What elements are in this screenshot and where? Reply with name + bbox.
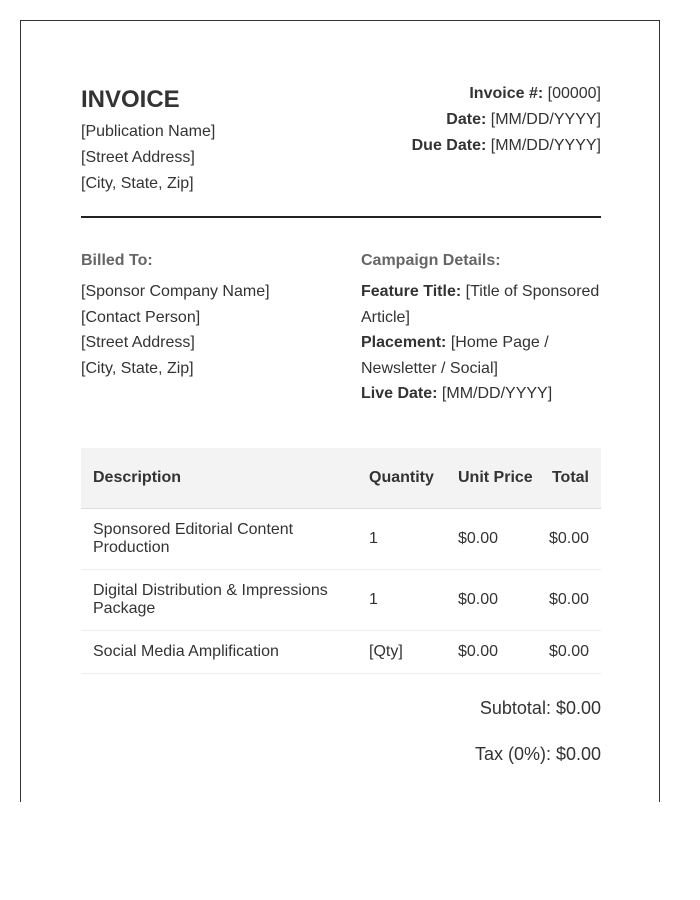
live-date-value: [MM/DD/YYYY] [437, 385, 553, 402]
invoice-content [81, 21, 601, 764]
header-divider [81, 216, 601, 218]
live-date [361, 381, 601, 407]
table-row [81, 631, 601, 674]
invoice-due-date-label: Due Date: [411, 137, 487, 154]
row-total: $0.00 [537, 509, 601, 570]
placement-value: [Home Page / Newsletter / Social] [361, 334, 549, 377]
invoice-title: INVOICE [81, 86, 180, 113]
campaign-details-lines [361, 279, 601, 407]
invoice-due-date-value: [MM/DD/YYYY] [486, 137, 601, 154]
live-date-label: Live Date: [361, 385, 438, 402]
billed-to-city: [City, State, Zip] [81, 359, 194, 377]
invoice-page [20, 20, 660, 802]
campaign-details-section [361, 249, 601, 407]
invoice-date [412, 107, 601, 133]
column-header-description: Description [81, 448, 357, 509]
invoice-number-value: [00000] [543, 85, 601, 102]
publication-name: [Publication Name] [81, 123, 216, 140]
table-header-row [81, 448, 601, 509]
feature-title-label: Feature Title: [361, 283, 462, 300]
row-description: Digital Distribution & Impressions Package [81, 570, 357, 631]
billed-to-heading: Billed To: [81, 252, 153, 269]
placement [361, 330, 601, 381]
column-header-quantity: Quantity [357, 448, 446, 509]
placement-label: Placement: [361, 334, 447, 351]
tax: Tax (0%): $0.00 [474, 744, 601, 764]
table-row [81, 509, 601, 570]
publisher-street: [Street Address] [81, 149, 195, 166]
campaign-details-heading: Campaign Details: [361, 252, 501, 269]
feature-title [361, 279, 601, 330]
row-total: $0.00 [537, 570, 601, 631]
publisher-address [81, 119, 215, 197]
billed-to-street: [Street Address] [81, 334, 195, 351]
invoice-header [81, 21, 601, 217]
row-unit-price: $0.00 [446, 570, 537, 631]
row-description: Social Media Amplification [81, 631, 357, 674]
sponsor-company: [Sponsor Company Name] [81, 283, 270, 300]
column-header-total: Total [537, 448, 601, 509]
publisher-city: [City, State, Zip] [81, 175, 194, 192]
totals-section [475, 697, 601, 789]
subtotal: Subtotal: $0.00 [479, 698, 601, 718]
billed-to-lines [81, 279, 341, 381]
invoice-due-date [412, 133, 601, 159]
row-quantity: 1 [357, 509, 446, 570]
row-quantity: [Qty] [357, 631, 446, 674]
feature-title-value: [Title of Sponsored Article] [361, 283, 600, 326]
invoice-number [412, 81, 601, 107]
invoice-number-label: Invoice #: [469, 85, 544, 102]
table-row [81, 570, 601, 631]
invoice-meta [412, 81, 601, 159]
invoice-date-label: Date: [446, 111, 487, 128]
row-description: Sponsored Editorial Content Production [81, 509, 357, 570]
invoice-date-value: [MM/DD/YYYY] [486, 111, 601, 128]
column-header-unit-price: Unit Price [446, 448, 537, 509]
row-quantity: 1 [357, 570, 446, 631]
row-total: $0.00 [537, 631, 601, 674]
line-items-table [81, 448, 601, 674]
row-unit-price: $0.00 [446, 509, 537, 570]
row-unit-price: $0.00 [446, 631, 537, 674]
contact-person: [Contact Person] [81, 308, 201, 326]
billed-to-section [81, 249, 341, 381]
